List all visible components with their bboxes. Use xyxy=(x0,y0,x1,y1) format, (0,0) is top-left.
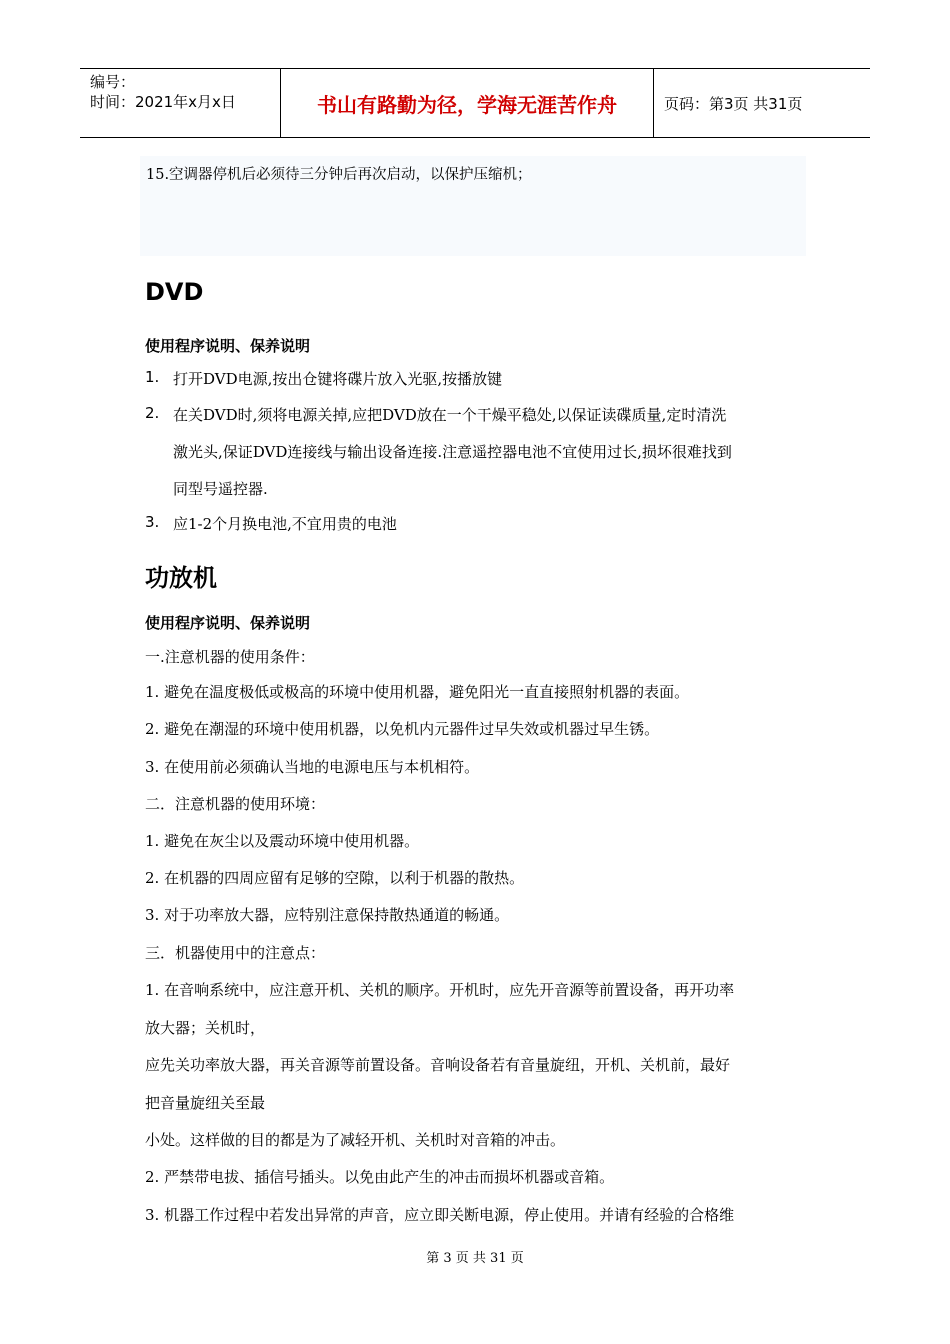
body-line: 1. 在音响系统中，应注意开机、关机的顺序。开机时，应先开音源等前置设备，再开功率 xyxy=(145,981,735,999)
note-text: 15.空调器停机后必须待三分钟后再次启动，以保护压缩机； xyxy=(146,167,532,183)
body-line: 2. 在机器的四周应留有足够的空隙，以利于机器的散热。 xyxy=(145,869,525,887)
list-item-text: 激光头,保证DVD连接线与输出设备连接.注意遥控器电池不宜使用过长,损坏很难找到 xyxy=(173,443,732,461)
note-box xyxy=(140,156,806,256)
body-line: 应先关功率放大器，再关音源等前置设备。音响设备若有音量旋纽，开机、关机前，最好 xyxy=(145,1056,731,1074)
page-footer: 第 3 页 共 31 页 xyxy=(426,1251,524,1266)
header-motto: 书山有路勤为径，学海无涯苦作舟 xyxy=(281,69,654,137)
body-line: 三．机器使用中的注意点： xyxy=(145,944,326,962)
list-item-text: 打开DVD电源,按出仓键将碟片放入光驱,按播放键 xyxy=(173,370,503,388)
header-meta xyxy=(80,69,281,137)
list-item-text: 同型号遥控器. xyxy=(173,480,268,498)
list-item-number: 2. xyxy=(145,404,160,422)
body-line: 二．注意机器的使用环境： xyxy=(145,795,326,813)
section-subtitle-amplifier: 使用程序说明、保养说明 xyxy=(145,614,311,632)
body-line: 小处。这样做的目的都是为了减轻开机、关机时对音箱的冲击。 xyxy=(145,1131,566,1149)
body-line: 3. 在使用前必须确认当地的电源电压与本机相符。 xyxy=(145,758,480,776)
body-line: 2. 避免在潮湿的环境中使用机器，以免机内元器件过早失效或机器过早生锈。 xyxy=(145,720,660,738)
body-line: 3. 机器工作过程中若发出异常的声音，应立即关断电源，停止使用。并请有经验的合格维 xyxy=(145,1206,735,1224)
section-subtitle-dvd: 使用程序说明、保养说明 xyxy=(145,337,311,355)
doc-date-label: 时间：2021年x月x日 xyxy=(90,93,236,111)
body-line: 放大器；关机时， xyxy=(145,1019,266,1037)
body-line: 一.注意机器的使用条件： xyxy=(145,648,315,666)
body-line: 1. 避免在温度极低或极高的环境中使用机器，避免阳光一直直接照射机器的表面。 xyxy=(145,683,690,701)
header-page-info: 页码：第3页 共31页 xyxy=(664,94,803,113)
list-item-number: 3. xyxy=(145,513,160,531)
section-title-amplifier: 功放机 xyxy=(145,564,217,592)
doc-number-label: 编号： xyxy=(90,73,136,91)
body-line: 把音量旋纽关至最 xyxy=(145,1094,266,1112)
list-item-text: 在关DVD时,须将电源关掉,应把DVD放在一个干燥平稳处,以保证读碟质量,定时清洗 xyxy=(173,406,727,424)
list-item-number: 1. xyxy=(145,368,160,386)
list-item-text: 应1-2个月换电池,不宜用贵的电池 xyxy=(173,515,397,533)
body-line: 3. 对于功率放大器，应特别注意保持散热通道的畅通。 xyxy=(145,906,510,924)
body-line: 1. 避免在灰尘以及震动环境中使用机器。 xyxy=(145,832,420,850)
body-line: 2. 严禁带电拔、插信号插头。以免由此产生的冲击而损坏机器或音箱。 xyxy=(145,1168,615,1186)
section-title-dvd: DVD xyxy=(145,278,204,306)
page-header xyxy=(80,68,870,138)
